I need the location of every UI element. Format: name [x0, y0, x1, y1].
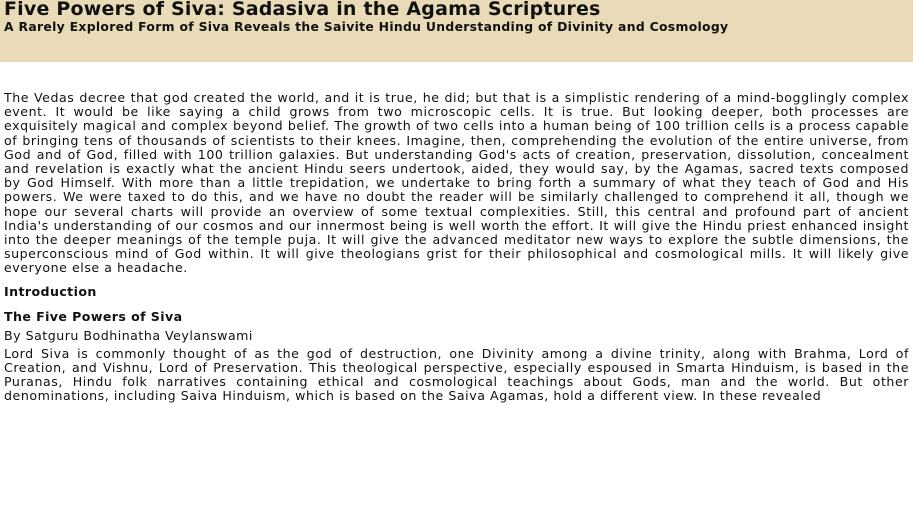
author-byline: By Satguru Bodhinatha Veylanswami — [4, 327, 253, 343]
article-title: Five Powers of Siva: Sadasiva in the Agama Scriptures — [4, 0, 601, 20]
article-header — [0, 0, 913, 62]
article-subtitle: A Rarely Explored Form of Siva Reveals the Saivite Hindu Understanding of Divinity and Cosmology — [4, 19, 729, 34]
body-paragraph: Lord Siva is commonly thought of as the god of destruction, one Divinity among a divine trinity, along with Brahma, Lord of Creation, and Vishnu, Lord of Preservation. This theological perspective, especially espoused in Smarta Hinduism, is based in the Puranas, Hindu folk narratives containing ethical and cosmological teachings about Gods, man and the world. But other denominations, including Saiva Hinduism, which is based on the Saiva Agamas, hold a different view. In these revealed — [4, 345, 909, 404]
article-body — [0, 91, 913, 403]
lead-paragraph: The Vedas decree that god created the world, and it is true, he did; but that is a simplistic rendering of a mind-bogglingly complex event. It would be like saying a child grows from two microscopic cells. It is true. But looking deeper, both processes are exquisitely magical and complex beyond belief. The growth of two cells into a human being of 100 trillion cells is a process capable of bringing tens of thousands of scientists to their knees. Imagine, then, comprehending the evolution of the entire universe, from God and of God, filled with 100 trillion galaxies. But understanding God's acts of creation, preservation, dissolution, concealment and revelation is exactly what the ancient Hindu seers undertook, aided, they would say, by the Agamas, sacred texts composed by God Himself. With more than a little trepidation, we undertake to bring forth a summary of what they teach of God and His powers. We were taxed to do this, and we have no doubt the reader will be similarly challenged to comprehend it all, though we hope our several charts will provide an overview of some textual complexities. Still, this central and profound part of ancient India's understanding of our cosmos and our innermost being is well worth the effort. It will give the Hindu priest enhanced insight into the deeper meanings of the temple puja. It will give the advanced meditator new ways to explore the subtle dimensions, the superconscious mind of God within. It will give theologians grist for their philosophical and cosmological mills. It will likely give everyone else a headache. — [4, 90, 909, 276]
sub-heading: The Five Powers of Siva — [4, 308, 183, 324]
section-heading: Introduction — [4, 283, 97, 299]
